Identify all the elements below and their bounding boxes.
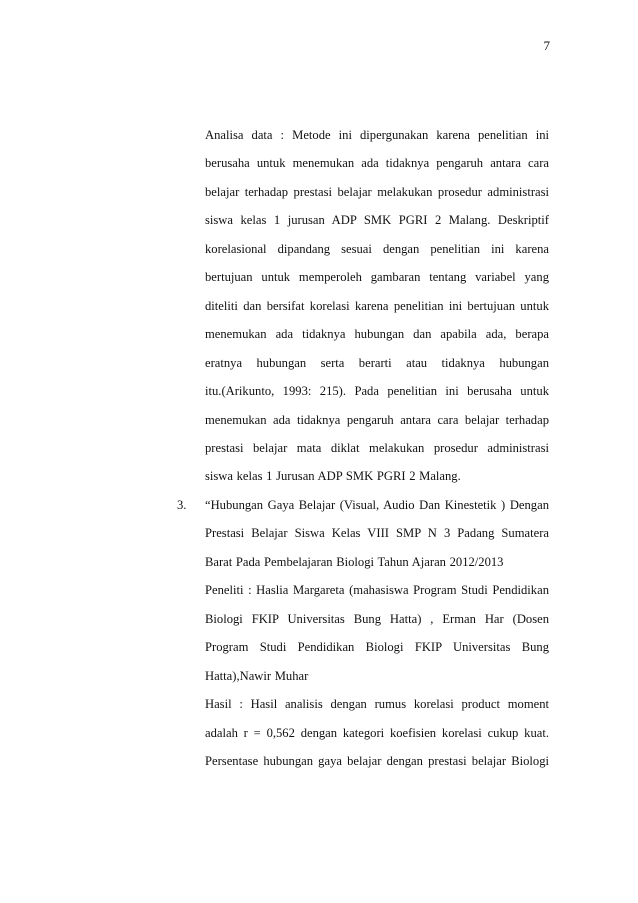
text-line: berusaha untuk menemukan ada tidaknya pengaruh antara cara xyxy=(205,156,549,171)
text-line: menemukan ada tidaknya hubungan dan apabila ada, berapa xyxy=(205,327,549,342)
text-line: Hasil : Hasil analisis dengan rumus korelasi product moment xyxy=(205,697,549,712)
text-line: Persentase hubungan gaya belajar dengan prestasi belajar Biologi xyxy=(205,753,549,768)
item3-hasil xyxy=(205,690,549,775)
paragraph-analisa xyxy=(205,121,549,491)
text-line: siswa kelas 1 Jurusan ADP SMK PGRI 2 Malang. xyxy=(205,469,461,484)
body-text xyxy=(177,121,549,775)
text-line: korelasional dipandang sesuai dengan penelitian ini karena xyxy=(205,241,549,256)
text-line: itu.(Arikunto, 1993: 215). Pada penelitian ini berusaha untuk xyxy=(205,384,549,399)
text-line: eratnya hubungan serta berarti atau tidaknya hubungan xyxy=(205,355,549,370)
text-line: Barat Pada Pembelajaran Biologi Tahun Ajaran 2012/2013 xyxy=(205,554,504,569)
text-line: diteliti dan bersifat korelasi karena penelitian ini bertujuan untuk xyxy=(205,298,549,313)
text-line: bertujuan untuk memperoleh gambaran tentang variabel yang xyxy=(205,270,549,285)
text-line: Biologi FKIP Universitas Bung Hatta) , Erman Har (Dosen xyxy=(205,611,549,626)
text-line: Program Studi Pendidikan Biologi FKIP Universitas Bung xyxy=(205,640,549,655)
page-number: 7 xyxy=(543,38,550,53)
text-line: adalah r = 0,562 dengan kategori koefisien korelasi cukup kuat. xyxy=(205,725,549,740)
text-line: siswa kelas 1 jurusan ADP SMK PGRI 2 Malang. Deskriptif xyxy=(205,213,549,228)
text-line: Hatta),Nawir Muhar xyxy=(205,668,309,683)
list-number: 3. xyxy=(177,497,187,512)
text-line: Prestasi Belajar Siswa Kelas VIII SMP N 3 Padang Sumatera xyxy=(205,526,549,541)
text-line: menemukan ada tidaknya pengaruh antara cara belajar terhadap xyxy=(205,412,549,427)
item3-peneliti xyxy=(205,576,549,690)
text-line: “Hubungan Gaya Belajar (Visual, Audio Dan Kinestetik ) Dengan xyxy=(205,497,549,512)
text-line: Peneliti : Haslia Margareta (mahasiswa Program Studi Pendidikan xyxy=(205,583,549,598)
list-item-3 xyxy=(177,491,549,776)
text-line: Analisa data : Metode ini dipergunakan karena penelitian ini xyxy=(205,128,549,142)
text-line: prestasi belajar mata diklat melakukan prosedur administrasi xyxy=(205,440,549,455)
item3-title xyxy=(205,491,549,576)
text-line: belajar terhadap prestasi belajar melakukan prosedur administrasi xyxy=(205,184,549,199)
